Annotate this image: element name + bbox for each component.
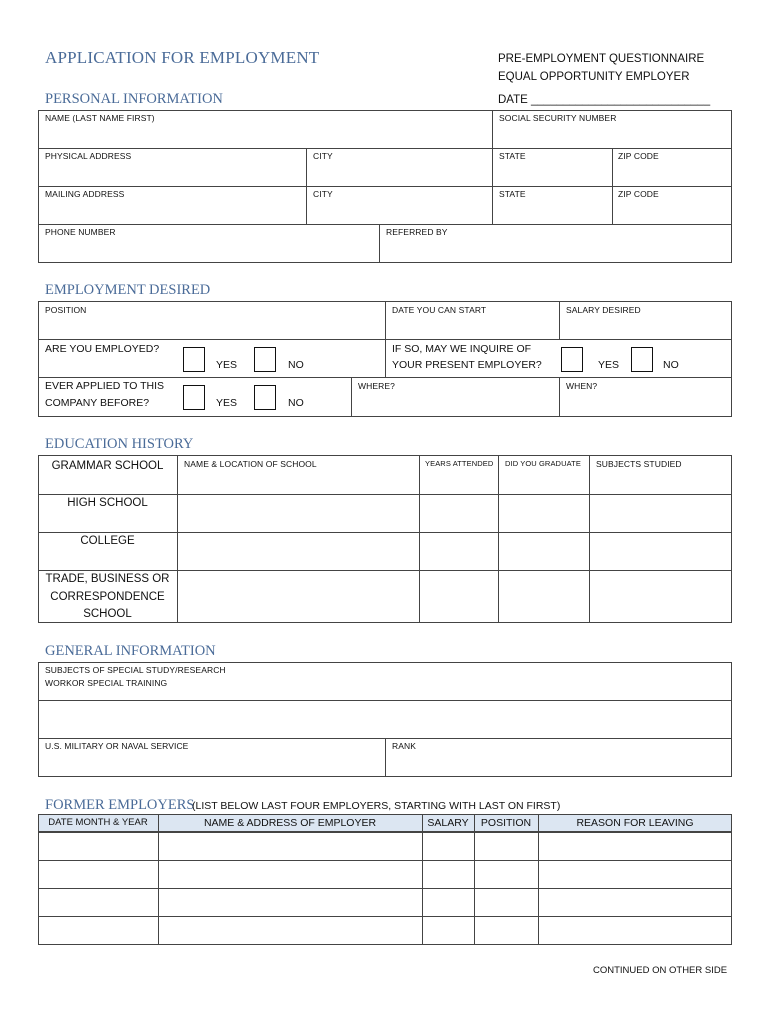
physical-state-field[interactable]: STATE — [499, 151, 526, 161]
high-school-label: HIGH SCHOOL — [67, 497, 148, 509]
section-personal-heading: PERSONAL INFORMATION — [45, 91, 223, 107]
applied-no-label: NO — [288, 397, 304, 409]
col-salary-header: SALARY — [427, 817, 469, 829]
inquire-no-label: NO — [663, 359, 679, 371]
special-study-label-1: SUBJECTS OF SPECIAL STUDY/RESEARCH — [45, 665, 226, 675]
graduate-header: DID YOU GRADUATE — [505, 459, 581, 468]
page-title: APPLICATION FOR EMPLOYMENT — [45, 48, 320, 67]
mailing-address-field[interactable]: MAILING ADDRESS — [45, 189, 125, 199]
inquire-label-1: IF SO, MAY WE INQUIRE OF — [392, 343, 532, 355]
grammar-school-label: GRAMMAR SCHOOL — [51, 460, 164, 472]
name-field[interactable]: NAME (LAST NAME FIRST) — [45, 113, 155, 123]
applied-no-checkbox[interactable] — [254, 385, 276, 410]
special-study-label-2: WORKOR SPECIAL TRAINING — [45, 678, 168, 688]
applied-label-2: COMPANY BEFORE? — [45, 397, 150, 409]
continued-note: CONTINUED ON OTHER SIDE — [593, 965, 728, 976]
col-position-header: POSITION — [480, 817, 532, 829]
subjects-studied-header: SUBJECTS STUDIED — [596, 459, 682, 469]
date-field[interactable]: DATE ____________________________ — [498, 94, 711, 106]
college-label: COLLEGE — [80, 535, 135, 547]
school-name-header: NAME & LOCATION OF SCHOOL — [184, 459, 317, 469]
inquire-label-2: YOUR PRESENT EMPLOYER? — [392, 359, 542, 371]
where-field[interactable]: WHERE? — [358, 381, 395, 391]
ssn-field[interactable]: SOCIAL SECURITY NUMBER — [499, 113, 617, 123]
col-reason-header: REASON FOR LEAVING — [576, 817, 694, 829]
mailing-zip-field[interactable]: ZIP CODE — [618, 189, 659, 199]
position-field[interactable]: POSITION — [45, 305, 87, 315]
mailing-city-field[interactable]: CITY — [313, 189, 333, 199]
rank-field[interactable]: RANK — [392, 741, 417, 751]
years-attended-header: YEARS ATTENDED — [425, 459, 494, 468]
inquire-yes-label: YES — [598, 359, 620, 371]
col-employer-header: NAME & ADDRESS OF EMPLOYER — [203, 817, 377, 829]
are-employed-label: ARE YOU EMPLOYED? — [45, 343, 160, 355]
date-start-field[interactable]: DATE YOU CAN START — [392, 305, 487, 315]
section-general-heading: GENERAL INFORMATION — [45, 643, 216, 659]
employed-no-checkbox[interactable] — [254, 347, 276, 372]
trade-label-1: TRADE, BUSINESS OR — [45, 573, 170, 585]
inquire-no-checkbox[interactable] — [631, 347, 653, 372]
employed-no-label: NO — [288, 359, 304, 371]
applied-yes-checkbox[interactable] — [183, 385, 205, 410]
physical-address-field[interactable]: PHYSICAL ADDRESS — [45, 151, 132, 161]
military-service-field[interactable]: U.S. MILITARY OR NAVAL SERVICE — [45, 741, 189, 751]
trade-label-2: CORRESPONDENCE — [50, 591, 165, 603]
employed-yes-label: YES — [216, 359, 238, 371]
referred-by-field[interactable]: REFERRED BY — [386, 227, 448, 237]
phone-field[interactable]: PHONE NUMBER — [45, 227, 116, 237]
former-employers-table — [38, 814, 732, 945]
mailing-state-field[interactable]: STATE — [499, 189, 526, 199]
section-former-heading: FORMER EMPLOYERS — [45, 797, 195, 813]
applied-label-1: EVER APPLIED TO THIS — [45, 380, 165, 392]
trade-label-3: SCHOOL — [83, 608, 132, 620]
physical-city-field[interactable]: CITY — [313, 151, 333, 161]
col-date-header: DATE MONTH & YEAR — [48, 817, 148, 828]
employed-yes-checkbox[interactable] — [183, 347, 205, 372]
former-employers-note: (LIST BELOW LAST FOUR EMPLOYERS, STARTING WITH LAST ON FIRST) — [192, 800, 561, 812]
applied-yes-label: YES — [216, 397, 238, 409]
salary-desired-field[interactable]: SALARY DESIRED — [566, 305, 641, 315]
header-subtitle-2: EQUAL OPPORTUNITY EMPLOYER — [498, 71, 690, 83]
header-subtitle-1: PRE-EMPLOYMENT QUESTIONNAIRE — [498, 53, 705, 65]
when-field[interactable]: WHEN? — [566, 381, 598, 391]
physical-zip-field[interactable]: ZIP CODE — [618, 151, 659, 161]
section-employment-heading: EMPLOYMENT DESIRED — [45, 282, 211, 298]
inquire-yes-checkbox[interactable] — [561, 347, 583, 372]
section-education-heading: EDUCATION HISTORY — [45, 436, 194, 452]
